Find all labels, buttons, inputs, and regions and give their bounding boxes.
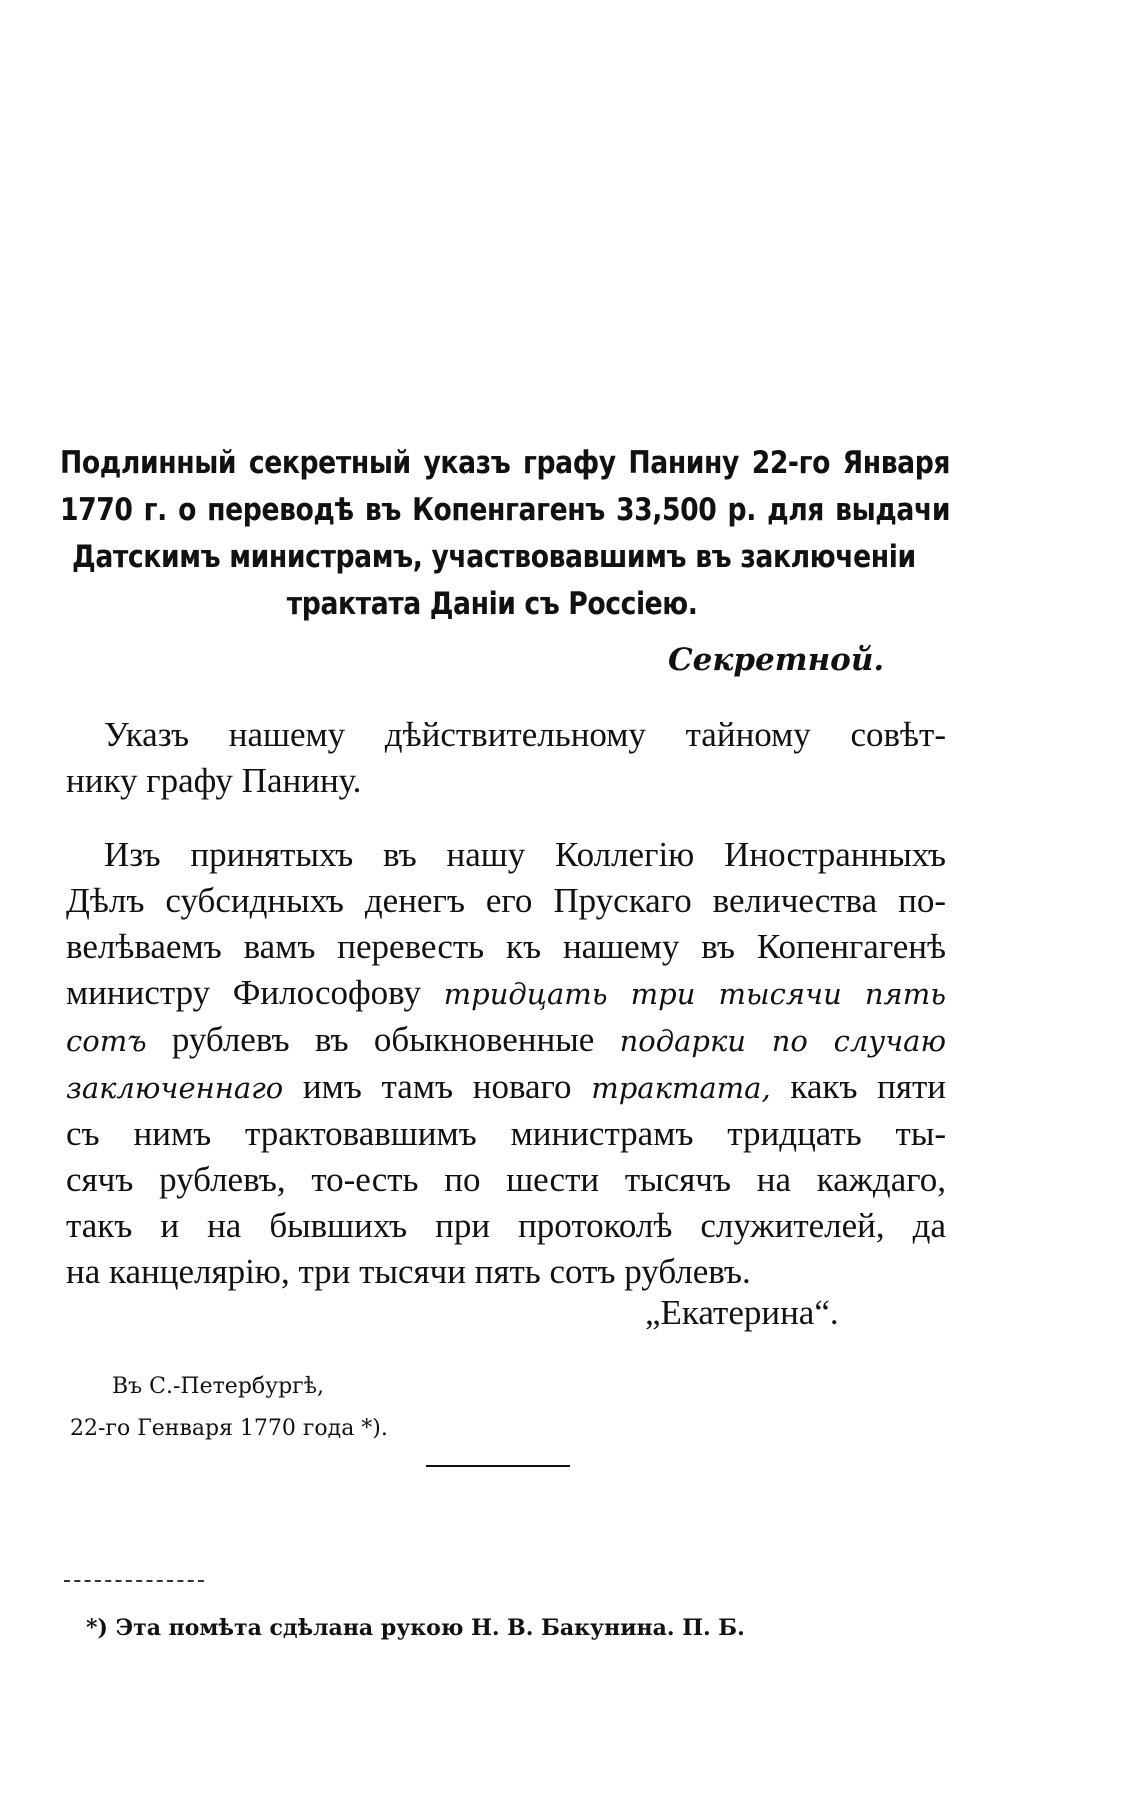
heading-line: 1770 г. о переводѣ въ Копенгагенъ 33,500 р. для выдачи (60, 492, 951, 528)
body-line: Дѣлъ субсидныхъ денегъ его Прускаго величества по- (66, 881, 946, 920)
footnote: *) Эта помѣта сдѣлана рукою Н. В. Бакунина. П. Б. (86, 1615, 745, 1641)
italic-text: тридцать три тысячи пять (443, 977, 946, 1011)
body-text: министру Философову (66, 973, 422, 1012)
heading-line: трактата Данiи съ Россiею. (286, 586, 698, 622)
footnote-divider (64, 1580, 204, 1582)
signature: „Екатерина“. (645, 1293, 839, 1332)
body-line: такъ и на бывшихъ при протоколѣ служителей, да (66, 1206, 946, 1245)
place-and-date (70, 1366, 388, 1450)
document-heading (60, 440, 950, 628)
place-line: Въ С.-Петербургѣ, (112, 1374, 324, 1399)
body-line: сячъ рублевъ, то-есть по шести тысячъ на каждаго, (66, 1160, 946, 1199)
body-line (66, 970, 946, 1017)
italic-text: подарки по случаю (619, 1024, 946, 1058)
secret-stamp-label: Секретной. (668, 642, 885, 678)
decree-body (66, 832, 946, 1295)
address-line: нику графу Панину. (66, 761, 362, 800)
body-text: рублевъ въ обыкновенные (171, 1020, 595, 1059)
section-divider (426, 1465, 570, 1467)
body-line (66, 1017, 946, 1064)
body-line (66, 1064, 946, 1111)
italic-text: трактата, (591, 1071, 771, 1105)
heading-line: Датскимъ министрамъ, участвовавшимъ въ заключенiи (72, 539, 916, 575)
body-line: Изъ принятыхъ въ нашу Коллегiю Иностранныхъ (104, 835, 946, 874)
heading-line: Подлинный секретный указъ графу Панину 22-го Января (60, 445, 951, 481)
decree-address (66, 712, 946, 804)
date-line: 22-го Генваря 1770 года *). (70, 1416, 388, 1441)
body-line: на канцелярiю, три тысячи пять сотъ рублевъ. (66, 1252, 751, 1291)
body-text: имъ тамъ новаго (302, 1067, 572, 1106)
body-line: велѣваемъ вамъ перевесть къ нашему въ Копенгагенѣ (66, 927, 946, 966)
body-line: съ нимъ трактовавшимъ министрамъ тридцать ты- (66, 1114, 946, 1153)
italic-text: заключеннаго (66, 1071, 284, 1105)
body-text: какъ пяти (790, 1067, 946, 1106)
address-line: Указъ нашему дѣйствительному тайному совѣт- (104, 715, 946, 754)
italic-text: сотъ (66, 1024, 147, 1058)
